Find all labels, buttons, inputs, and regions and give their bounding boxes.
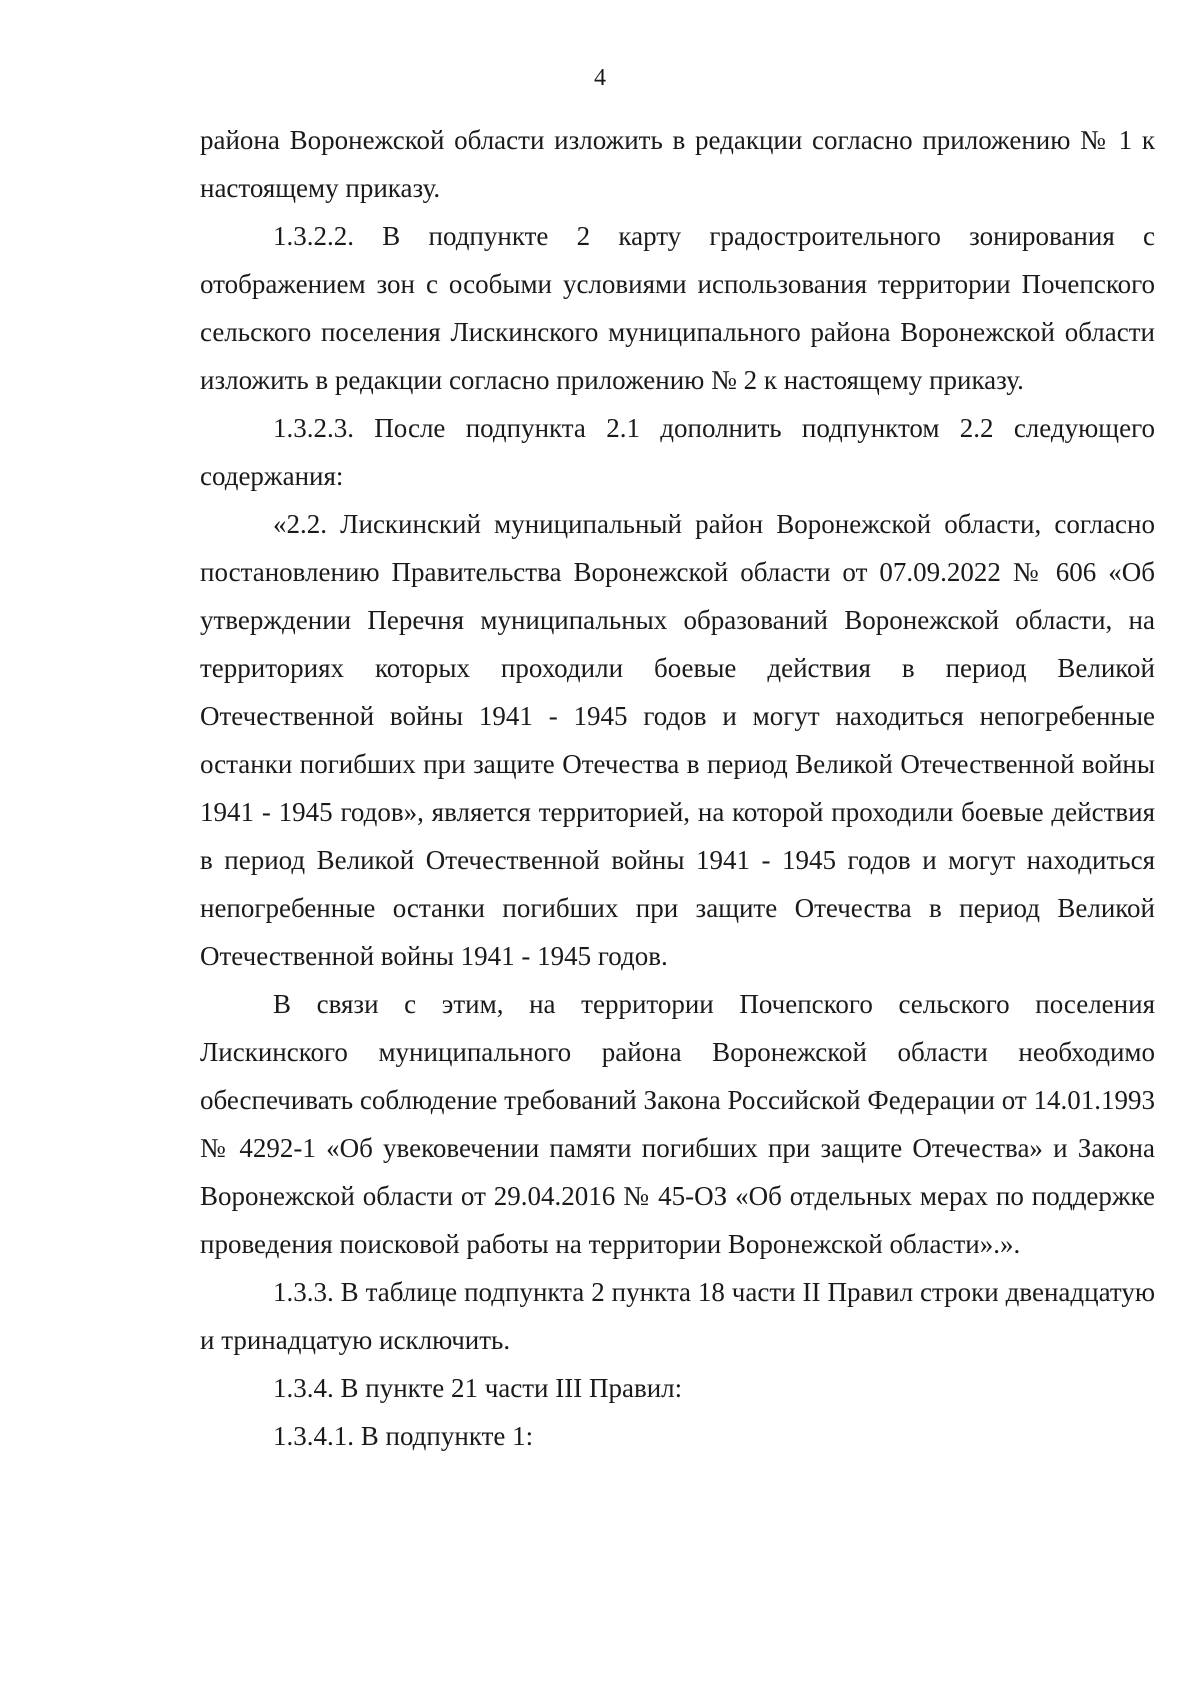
paragraph-1-3-2-3: 1.3.2.3. После подпункта 2.1 дополнить подпунктом 2.2 следующего содержания: <box>200 413 1155 491</box>
paragraph-1-3-2-2: 1.3.2.2. В подпункте 2 карту градостроительного зонирования с отображением зон с особыми условиями использования территории Почепского сельского поселения Лискинского муниципального района Воронежской области изложить в редакции согласно приложению № 2 к настоящему приказу. <box>200 221 1155 395</box>
paragraph-continuation: района Воронежской области изложить в редакции согласно приложению № 1 к настоящему приказу. <box>200 125 1155 203</box>
paragraph-1-3-4-1: 1.3.4.1. В подпункте 1: <box>273 1421 534 1451</box>
paragraph-quoted-2-2: «2.2. Лискинский муниципальный район Воронежской области, согласно постановлению Правительства Воронежской области от 07.09.2022 № 606 «Об утверждении Перечня муниципальных образований Воронежской области, на территориях которых проходили боевые действия в период Великой Отечественной войны 1941 - 1945 годов и могут находиться непогребенные останки погибших при защите Отечества в период Великой Отечественной войны 1941 - 1945 годов», является территорией, на которой проходили боевые действия в период Великой Отечественной войны 1941 - 1945 годов и могут находиться непогребенные останки погибших при защите Отечества в период Великой Отечественной войны 1941 - 1945 годов. <box>200 509 1155 971</box>
paragraph-1-3-4: 1.3.4. В пункте 21 части III Правил: <box>273 1373 683 1403</box>
paragraph-in-this-regard: В связи с этим, на территории Почепского сельского поселения Лискинского муниципального района Воронежской области необходимо обеспечивать соблюдение требований Закона Российской Федерации от 14.01.1993 № 4292-1 «Об увековечении памяти погибших при защите Отечества» и Закона Воронежской области от 29.04.2016 № 45-ОЗ «Об отдельных мерах по поддержке проведения поисковой работы на территории Воронежской области».». <box>200 989 1155 1259</box>
document-body <box>200 116 1155 1460</box>
paragraph-1-3-3: 1.3.3. В таблице подпункта 2 пункта 18 части II Правил строки двенадцатую и тринадцатую исключить. <box>200 1277 1155 1355</box>
page-number: 4 <box>594 65 606 91</box>
